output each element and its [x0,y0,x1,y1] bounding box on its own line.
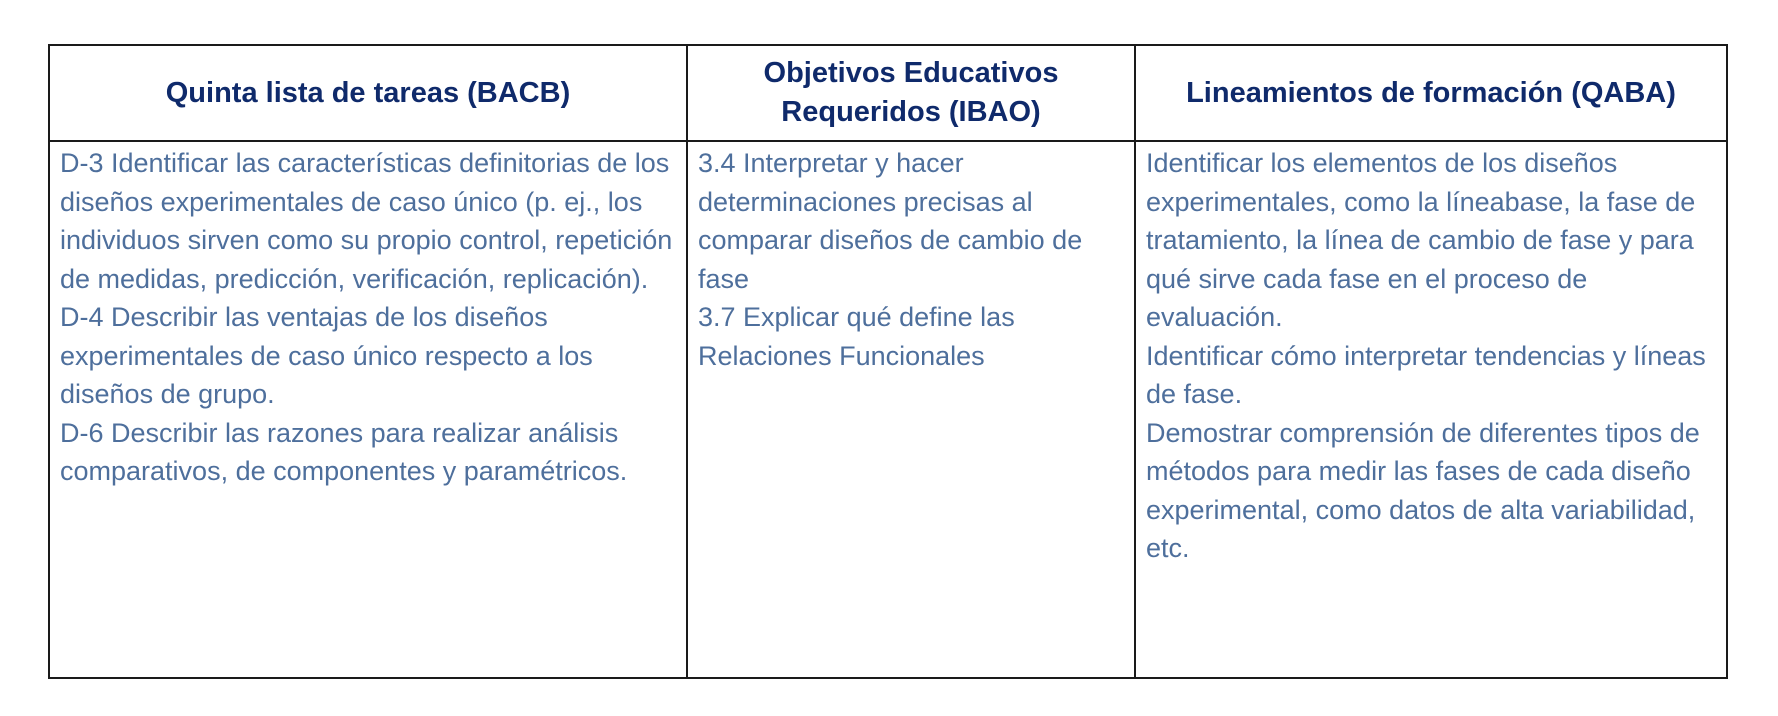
standards-comparison-table [48,44,1728,679]
header-qaba: Lineamientos de formación (QABA) [1135,45,1727,141]
bacb-item-d3: D-3 Identificar las características definitorias de los diseños experimentales de caso único (p. ej., los individuos sirven como su propio control, repetición de medidas, predicción, verificación, replicación). [60,148,673,294]
ibao-item-3-7: 3.7 Explicar qué define las Relaciones Funcionales [698,302,1015,371]
header-bacb: Quinta lista de tareas (BACB) [49,45,687,141]
ibao-item-3-4: 3.4 Interpretar y hacer determinaciones precisas al comparar diseños de cambio de fase [698,148,1083,294]
header-ibao: Objetivos Educativos Requeridos (IBAO) [687,45,1135,141]
header-row [49,45,1727,141]
content-row [49,141,1727,678]
bacb-item-d4: D-4 Describir las ventajas de los diseños experimentales de caso único respecto a los diseños de grupo. [60,302,593,409]
bacb-item-d6: D-6 Describir las razones para realizar análisis comparativos, de componentes y paramétricos. [60,417,628,486]
cell-bacb [49,141,687,678]
cell-qaba [1135,141,1727,678]
qaba-item-methods: Demostrar comprensión de diferentes tipos de métodos para medir las fases de cada diseño experimental, como datos de alta variabilidad, etc. [1146,417,1700,563]
qaba-item-trends: Identificar cómo interpretar tendencias y líneas de fase. [1146,340,1706,409]
qaba-item-elements: Identificar los elementos de los diseños experimentales, como la líneabase, la fase de tratamiento, la línea de cambio de fase y para qué sirve cada fase en el proceso de evaluación. [1146,148,1696,332]
cell-ibao [687,141,1135,678]
